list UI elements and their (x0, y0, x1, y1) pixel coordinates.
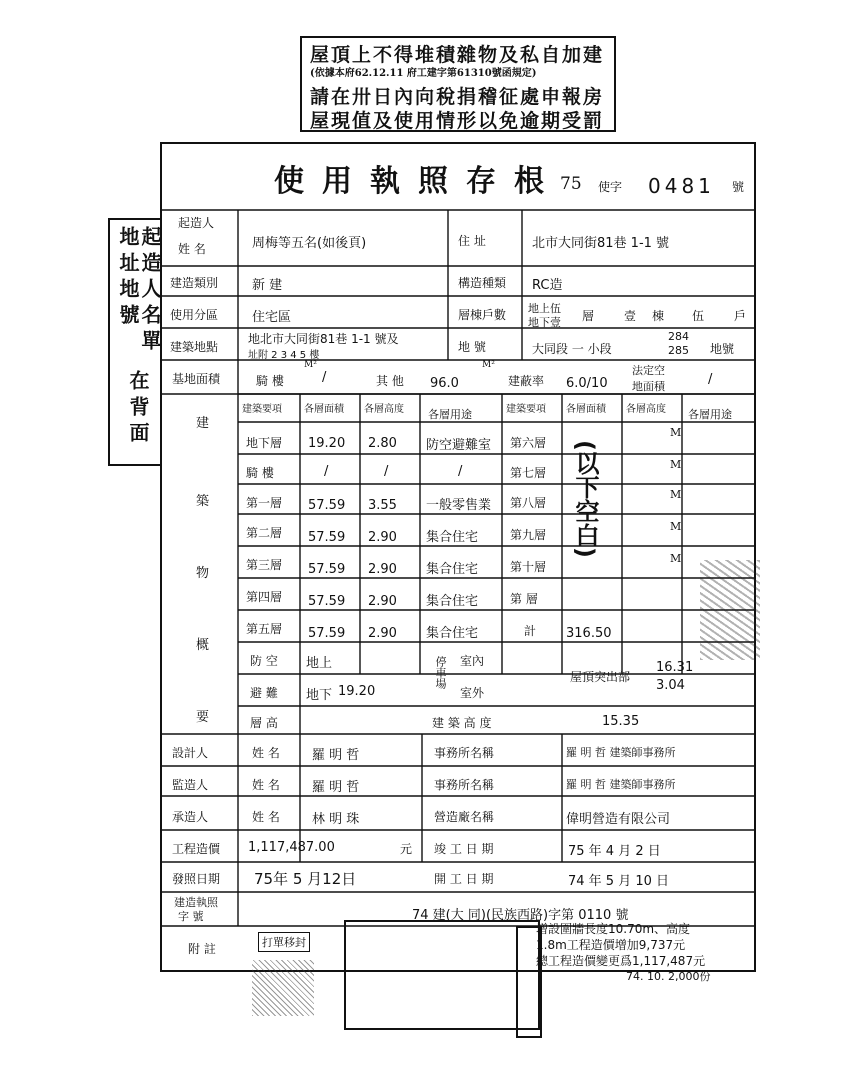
structure-value: RC造 (532, 278, 563, 293)
remark-note-1: 增設圍牆長度10.70m、高度 (536, 922, 691, 936)
designer-name: 羅 明 哲 (312, 748, 360, 763)
floor-use: 集合住宅 (426, 530, 479, 545)
floor-height: 3.55 (368, 498, 397, 513)
designer-name-label: 姓 名 (252, 746, 280, 760)
notice-line-4: 屋現值及使用情形以免逾期受罰 (310, 110, 605, 132)
arcade-label: 騎 樓 (256, 374, 284, 388)
other-label: 其 他 (376, 374, 404, 388)
parking-label: 停車場 (434, 656, 447, 689)
overview-label-5: 要 (196, 710, 210, 725)
build-type-value: 新 建 (252, 278, 283, 293)
notice-line-2: (依據本府62.12.11 府工建字第61310號函規定) (310, 68, 537, 79)
contractor-label: 承造人 (172, 810, 209, 824)
supervisor-label: 監造人 (172, 778, 209, 792)
total-label: 計 (524, 624, 537, 638)
header-height: 各層高度 (364, 404, 404, 415)
floor-name: 第五層 (246, 622, 283, 636)
form-title: 使用執照存根 (274, 164, 562, 199)
unit-m: M (670, 552, 682, 565)
coverage-value: 6.0/10 (566, 376, 608, 391)
floor-name: 騎 樓 (246, 466, 274, 480)
open-space-label-1: 法定空 (632, 364, 665, 377)
lot-number-2: 285 (668, 344, 689, 357)
floor-height: / (384, 464, 389, 479)
side-stamp-col1: 起造人名單 (138, 226, 162, 356)
unit-m: M (670, 426, 682, 439)
fingerprint-seal (252, 960, 314, 1016)
site-area-label: 基地面積 (172, 372, 221, 386)
use-zone-value: 住宅區 (252, 310, 292, 325)
side-stamp-col3: 在背面 (126, 370, 150, 448)
floor-height: 2.80 (368, 436, 397, 451)
arcade-unit: M² (304, 360, 317, 370)
floor-name: 第十層 (510, 560, 547, 574)
owner-label: 起造人 (178, 216, 215, 230)
build-type-label: 建造類別 (170, 276, 219, 290)
arcade-value: / (322, 370, 327, 385)
designer-label: 設計人 (172, 746, 209, 760)
unit-m: M (670, 488, 682, 501)
form-footer: 74. 10. 2,000份 (626, 970, 711, 983)
shelter-below-label: 地下 (306, 688, 333, 703)
header-items: 建築要項 (242, 404, 282, 415)
floor-area: 57.59 (308, 562, 346, 577)
remark-note-2: 1.8m工程造價增加9,737元 (536, 938, 686, 952)
floor-area: 19.20 (308, 436, 346, 451)
issue-date-value: 75年 5 月12日 (254, 870, 357, 888)
floor-name: 第七層 (510, 466, 547, 480)
lot-number-1: 284 (668, 330, 689, 343)
header-items-right: 建築要項 (506, 404, 546, 415)
cost-unit: 元 (400, 842, 413, 856)
permit-label-1: 建造執照 (174, 896, 218, 909)
header-use: 各層用途 (428, 408, 472, 421)
shelter-below-value: 19.20 (338, 684, 376, 699)
finish-date-value: 75 年 4 月 2 日 (568, 844, 661, 859)
buildings-unit: 棟 (652, 309, 665, 323)
owner-name-label: 姓 名 (178, 242, 206, 256)
floors-above: 地上伍 (528, 302, 561, 315)
units-count: 伍 (692, 309, 705, 323)
floor-area: 57.59 (308, 530, 346, 545)
building-height-label: 建 築 高 度 (432, 716, 492, 730)
site-value-2: 址附 2 3 4 5 樓 (248, 350, 320, 361)
owner-value: 周梅等五名(如後頁) (252, 236, 367, 251)
floor-name: 第九層 (510, 528, 547, 542)
notice-line-1: 屋頂上不得堆積雜物及私自加建 (310, 44, 605, 66)
use-zone-label: 使用分區 (170, 308, 219, 322)
address-label: 住 址 (458, 234, 486, 248)
floor-use: 集合住宅 (426, 626, 479, 641)
finish-date-label: 竣 工 日 期 (434, 842, 494, 856)
lot-label: 地 號 (458, 340, 486, 354)
floor-use: 集合住宅 (426, 594, 479, 609)
remarks-stamp: 打單移封 (258, 932, 310, 952)
notice-line-3: 請在卅日內向稅捐稽征處申報房 (310, 86, 605, 108)
blank-note: (以下空白) (571, 440, 599, 558)
license-label: 使字 (598, 180, 623, 194)
floor-height: 2.90 (368, 530, 397, 545)
floor-name: 第 層 (510, 592, 538, 606)
issue-date-label: 發照日期 (172, 872, 221, 886)
contractor-name-label: 姓 名 (252, 810, 280, 824)
coverage-label: 建蔽率 (508, 374, 545, 388)
roof-structure-value-2: 3.04 (656, 678, 685, 693)
floor-name: 第四層 (246, 590, 283, 604)
floor-name: 第一層 (246, 496, 283, 510)
supervisor-name: 羅 明 哲 (312, 780, 360, 795)
units-unit: 戶 (734, 309, 747, 323)
remarks-label: 附 註 (188, 942, 216, 956)
office-label-2: 事務所名稱 (434, 778, 495, 792)
structure-label: 構造種類 (458, 276, 507, 290)
overview-label-2: 築 (196, 494, 210, 509)
unit-m: M (670, 458, 682, 471)
cost-label: 工程造價 (172, 842, 221, 856)
remark-note-3: 總工程造價變更爲1,117,487元 (536, 954, 706, 968)
floor-area: 57.59 (308, 498, 346, 513)
floor-height: 2.90 (368, 626, 397, 641)
floors-below: 地下壹 (528, 316, 561, 329)
floors-unit: 層 (582, 309, 595, 323)
side-stamp-col2: 地址地號 (116, 226, 140, 330)
supervisor-name-label: 姓 名 (252, 778, 280, 792)
start-date-value: 74 年 5 月 10 日 (568, 874, 670, 889)
contractor-name: 林 明 珠 (312, 812, 360, 827)
permit-value: 74 建(大 同)(民族西路)字第 0110 號 (412, 908, 629, 923)
other-value: 96.0 (430, 376, 459, 391)
floor-use: 集合住宅 (426, 562, 479, 577)
floor-use: 一般零售業 (426, 498, 492, 513)
parking-indoor-label: 室內 (460, 654, 485, 668)
total-area: 316.50 (566, 626, 612, 641)
overview-label-3: 物 (196, 566, 210, 581)
site-value-1: 地北市大同街81巷 1-1 號及 (248, 332, 399, 346)
shelter-above-label: 地上 (306, 656, 333, 671)
office-name-1: 羅 明 哲 建築師事務所 (566, 746, 676, 759)
floors-label: 層棟戶數 (458, 308, 507, 322)
floor-use: / (458, 464, 463, 479)
license-number: 0481 (648, 174, 715, 198)
roof-structure-label: 屋頂突出部 (570, 670, 631, 684)
license-suffix: 號 (732, 180, 745, 194)
seal-strip (516, 926, 542, 1038)
header-area: 各層面積 (304, 404, 344, 415)
open-space-value: / (708, 372, 713, 387)
header-use-right: 各層用途 (688, 408, 732, 421)
address-value: 北市大同街81巷 1-1 號 (532, 236, 670, 251)
other-unit: M² (482, 360, 495, 370)
floor-height-label: 層 高 (250, 716, 278, 730)
ink-smudge (700, 560, 760, 660)
roof-structure-value-1: 16.31 (656, 660, 694, 675)
building-height-value: 15.35 (602, 714, 640, 729)
office-name-2: 羅 明 哲 建築師事務所 (566, 778, 676, 791)
floor-area: / (324, 464, 329, 479)
floor-name: 第六層 (510, 436, 547, 450)
floor-area: 57.59 (308, 626, 346, 641)
office-label: 事務所名稱 (434, 746, 495, 760)
license-year: 75 (560, 174, 582, 194)
notice-stamp (300, 36, 616, 132)
header-area-right: 各層面積 (566, 404, 606, 415)
shelter-label: 防 空 (250, 654, 278, 668)
start-date-label: 開 工 日 期 (434, 872, 494, 886)
floor-use: 防空避難室 (426, 438, 492, 453)
overview-label-4: 概 (196, 638, 210, 653)
overview-label-1: 建 (196, 416, 210, 431)
floor-area: 57.59 (308, 594, 346, 609)
floor-name: 地下層 (246, 436, 283, 450)
floor-height: 2.90 (368, 562, 397, 577)
permit-label-2: 字 號 (178, 910, 204, 923)
company-label: 營造廠名稱 (434, 810, 495, 824)
buildings-count: 壹 (624, 309, 637, 323)
header-height-right: 各層高度 (626, 404, 666, 415)
company-name: 偉明營造有限公司 (566, 812, 671, 827)
lot-value: 大同段 一 小段 (532, 342, 612, 356)
license-form (160, 142, 756, 972)
floor-height: 2.90 (368, 594, 397, 609)
floor-name: 第三層 (246, 558, 283, 572)
floor-name: 第八層 (510, 496, 547, 510)
floor-name: 第二層 (246, 526, 283, 540)
site-label: 建築地點 (170, 340, 219, 354)
unit-m: M (670, 520, 682, 533)
lot-suffix: 地號 (710, 342, 735, 356)
side-stamp (108, 218, 162, 466)
open-space-label-2: 地面積 (632, 380, 665, 393)
evacuation-label: 避 難 (250, 686, 278, 700)
cost-value: 1,117,487.00 (248, 840, 335, 855)
parking-outdoor-label: 室外 (460, 686, 485, 700)
approval-seal-block (344, 920, 540, 1030)
